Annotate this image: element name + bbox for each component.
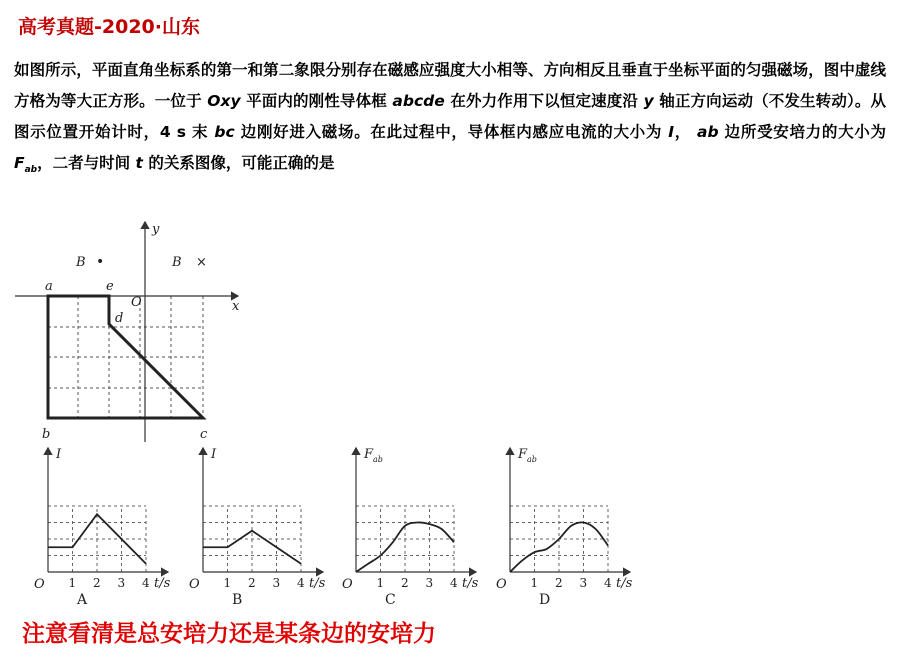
vertex-a: a — [45, 279, 53, 294]
graph-option — [338, 438, 478, 608]
problem-text-8: ，二者与时间 — [37, 154, 136, 172]
graph-tick-label: 2 — [555, 576, 563, 590]
graph-x-label: t/s — [616, 576, 633, 591]
graph-tick-label: 2 — [248, 576, 256, 590]
conductor-frame — [48, 296, 203, 418]
graph-tick-label: 4 — [142, 576, 150, 590]
graph-caption: A — [77, 592, 88, 608]
graph-y-label-sub: ab — [373, 455, 383, 464]
vertex-c: c — [200, 427, 208, 442]
graph-tick-label: 1 — [223, 576, 232, 590]
dot-icon: • — [96, 254, 105, 270]
graph-option — [492, 438, 642, 608]
vertex-b: b — [42, 427, 51, 442]
origin-label: O — [131, 295, 142, 310]
graph-tick-label: 1 — [376, 576, 385, 590]
var-oxy: Oxy — [207, 92, 241, 110]
graph-caption: C — [385, 592, 396, 608]
graph-option — [30, 438, 170, 608]
cross-icon: × — [196, 255, 207, 270]
graph-tick-label: 2 — [93, 576, 101, 590]
var-abcde: abcde — [392, 92, 445, 110]
problem-text-2: 平面内的刚性导体框 — [240, 92, 393, 110]
problem-text-1: 如图所示，平面直角坐标系的第一和第二象限分别存在磁感应强度大小相等、方向相反且垂直于坐标平面的匀强磁场，图中虚线方格为等大正方形。一位于 — [14, 61, 886, 110]
vertex-e: e — [106, 279, 114, 294]
graph-caption: B — [232, 592, 243, 608]
x-axis-label: x — [232, 299, 240, 314]
graph-grid — [203, 506, 301, 572]
graph-x-label: t/s — [309, 576, 325, 591]
graph-tick-label: 1 — [68, 576, 77, 590]
graph-y-label-sub: ab — [527, 455, 537, 464]
graph-tick-label: 3 — [272, 576, 281, 590]
graph-x-label: t/s — [462, 576, 478, 591]
graph-x-label: t/s — [154, 576, 170, 591]
footer-note: 注意看清是总安培力还是某条边的安培力 — [22, 621, 436, 647]
graph-option — [185, 438, 325, 608]
graph-tick-label: 4 — [604, 576, 612, 590]
var-t: t — [135, 154, 143, 172]
graph-tick-label: 1 — [530, 576, 539, 590]
problem-text-3: 在外力作用下以恒定速度沿 — [444, 92, 644, 110]
graph-caption: D — [539, 592, 551, 608]
graph-tick-label: 3 — [579, 576, 588, 590]
graph-origin: O — [342, 577, 353, 592]
graph-y-label: F — [364, 447, 374, 462]
problem-text-9: 的关系图像，可能正确的是 — [142, 154, 335, 172]
graph-tick-label: 4 — [297, 576, 305, 590]
var-fab-main: F — [14, 154, 25, 172]
graph-y-label: F — [518, 447, 528, 462]
graph-origin: O — [34, 577, 45, 592]
problem-text-5: 边刚好进入磁场。在此过程中，导体框内感应电流的大小为 — [234, 123, 669, 141]
problem-text-4: 轴正方向运动（不发生转动）。从图示位置开始计时，4 s 末 — [14, 92, 887, 141]
var-bc: bc — [214, 123, 235, 141]
var-y: y — [643, 92, 654, 110]
var-i: I — [668, 123, 674, 141]
field-label-right: B — [172, 255, 182, 270]
graph-tick-label: 3 — [425, 576, 434, 590]
graph-origin: O — [496, 577, 507, 592]
grid — [48, 296, 203, 418]
graph-tick-label: 4 — [450, 576, 458, 590]
graph-grid — [48, 506, 146, 572]
graph-tick-label: 2 — [401, 576, 409, 590]
var-ab: ab — [697, 123, 719, 141]
graph-tick-label: 3 — [117, 576, 126, 590]
graph-y-label: I — [56, 447, 62, 462]
graph-origin: O — [189, 577, 200, 592]
vertex-d: d — [115, 311, 124, 326]
page-title: 高考真题-2020·山东 — [18, 16, 200, 38]
graph-y-label: I — [211, 447, 217, 462]
var-fab-sub: ab — [24, 165, 38, 176]
problem-text-7: 边所受安培力的大小为 — [718, 123, 887, 141]
problem-text-6: ， — [673, 123, 697, 141]
y-axis-label: y — [152, 222, 160, 237]
field-label-left: B — [76, 255, 86, 270]
